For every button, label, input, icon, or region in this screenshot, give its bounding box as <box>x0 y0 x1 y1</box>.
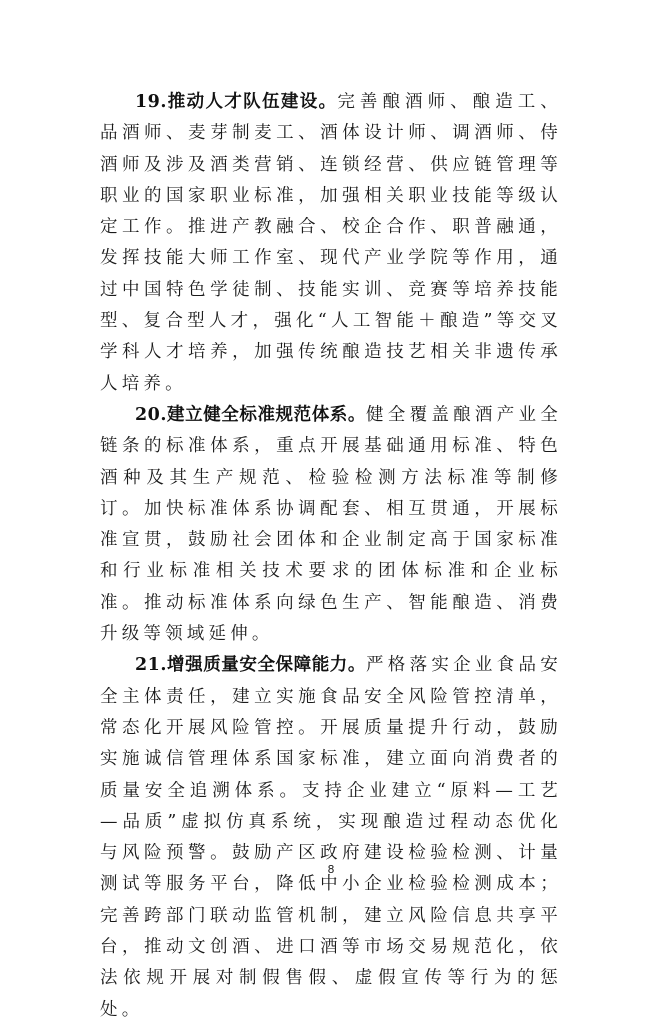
paragraph-text: 完善酿酒师、酿造工、品酒师、麦芽制麦工、酒体设计师、调酒师、侍酒师及涉及酒类营销、连锁经营、供应链管理等职业的国家职业标准，加强相关职业技能等级认定工作。推进产教融合、校企合作、职普融通，发挥技能大师工作室、现代产业学院等作用，通过中国特色学徒制、技能实训、竞赛等培养技能型、复合型人才，强化“人工智能＋酿造”等交叉学科人才培养，加强传统酿造技艺相关非遗传承人培养。 <box>100 92 562 394</box>
paragraph-standards-system <box>100 400 562 650</box>
paragraph-quality-safety <box>100 650 562 1026</box>
paragraph-text: 健全覆盖酿酒产业全链条的标准体系，重点开展基础通用标准、特色酒种及其生产规范、检验检测方法标准等制修订。加快标准体系协调配套、相互贯通，开展标准宣贯，鼓励社会团体和企业制定高于国家标准和行业标准相关技术要求的团体标准和企业标准。推动标准体系向绿色生产、智能酿造、消费升级等领域延伸。 <box>100 404 562 645</box>
page-number: 8 <box>327 863 335 876</box>
paragraph-heading: 19.推动人才队伍建设。 <box>135 92 338 112</box>
paragraph-heading: 20.建立健全标准规范体系。 <box>135 404 366 425</box>
paragraph-heading: 21.增强质量安全保障能力。 <box>135 655 366 676</box>
paragraph-talent-building <box>100 87 562 400</box>
paragraph-text: 严格落实企业食品安全主体责任，建立实施食品安全风险管控清单，常态化开展风险管控。开展质量提升行动，鼓励实施诚信管理体系国家标准，建立面向消费者的质量安全追溯体系。支持企业建立“原料—工艺—品质”虚拟仿真系统，实现酿造过程动态优化与风险预警。鼓励产区政府建设检验检测、计量测试等服务平台，降低中小企业检验检测成本；完善跨部门联动监管机制，建立风险信息共享平台，推动文创酒、进口酒等市场交易规范化，依法依规开展对制假售假、虚假宣传等行为的惩处。 <box>100 655 562 1020</box>
document-body <box>100 87 562 1026</box>
